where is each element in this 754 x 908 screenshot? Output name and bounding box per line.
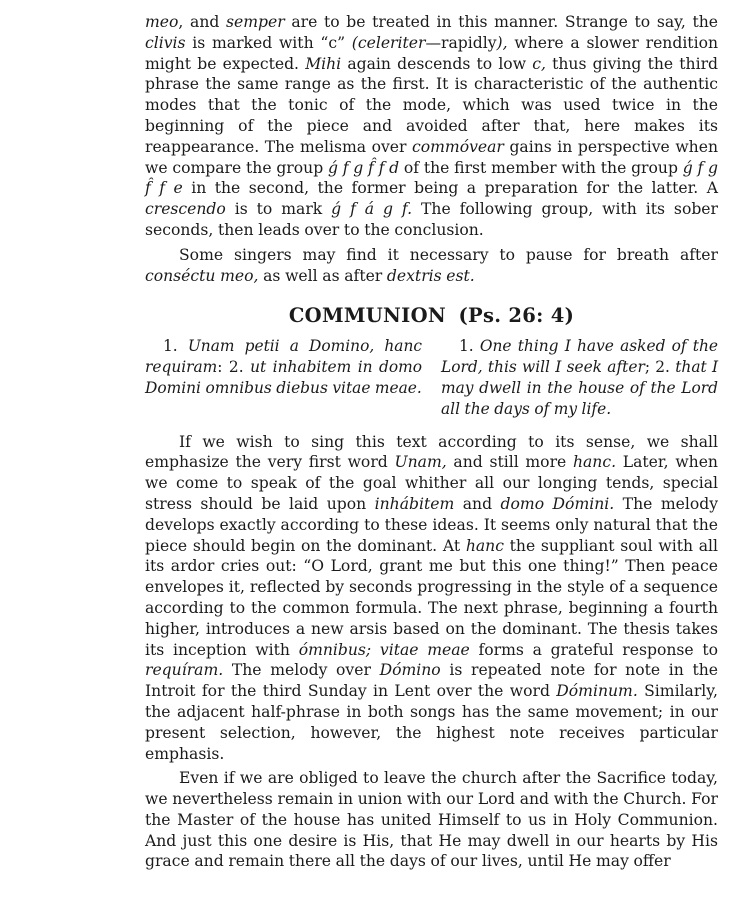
italic-text: c, [532, 54, 546, 73]
text-run: 1. [459, 337, 480, 356]
text-run: 1. [163, 337, 188, 356]
section-title: COMMUNION [288, 304, 446, 328]
text-run: the suppliant soul with all its ardor cries out: “O Lord, grant me but this one thing!” Then peace envelopes it, reflected by seconds progressing in the style of a sequence according to the common formula. The next phrase, beginning a fourth higher, introduces a new arsis based on the dominant. The thesis takes its inception with [145, 536, 719, 659]
text-run: —rapidly [425, 33, 497, 52]
text-run: The melody over [223, 661, 380, 680]
english-text [441, 336, 718, 419]
text-run: in the second, the former being a preparation for the latter. A [182, 179, 718, 198]
text-run: is repeated note for note in the Introit for the third Sunday in Lent over the word [145, 661, 718, 701]
text-run: where a slower rendition might be expected. [145, 33, 718, 73]
italic-text: requíram. [145, 661, 224, 680]
text-run: gains in perspective when we compare the group [145, 137, 718, 177]
text-run: of the first member with the group [399, 158, 683, 177]
text-run: are to be treated in this manner. Strange to say, the [284, 13, 719, 31]
text-run: and still more [446, 453, 573, 472]
text-run: Later, when we come to speak of the goal whither all our longing tends, special stress should be laid upon [145, 453, 718, 513]
italic-text: ómnibus; [298, 640, 372, 659]
italic-text: domo Dómini. [500, 494, 615, 513]
text-run [371, 641, 380, 659]
italic-text: semper [226, 13, 285, 31]
italic-text: ǵ f g f̂ f d [327, 158, 400, 177]
italic-text: Unam, [394, 453, 447, 472]
closing-paragraph [145, 768, 718, 872]
italic-text: Unam petii a Domino, hanc requiram [145, 337, 422, 377]
italic-text: (celeriter [351, 33, 426, 52]
italic-text: dextris est. [386, 266, 475, 285]
text-run: The melody develops exactly according to these ideas. It seems only natural that the piece should begin on the dominant. At [145, 494, 719, 555]
italic-text: ǵ f á g f. [331, 200, 413, 219]
italic-text: conséctu meo, [145, 266, 259, 285]
sense-paragraph [145, 432, 718, 765]
italic-text: Dómino [379, 661, 441, 680]
psalm-reference: (Ps. 26: 4) [458, 304, 575, 328]
intro-paragraph [145, 12, 718, 241]
breath-paragraph [145, 245, 718, 287]
italic-text: One thing I have asked of the Lord, this will I seek after [441, 337, 718, 377]
italic-text: ǵ f g f̂ f e [145, 158, 718, 198]
text-run: forms a grateful response to [469, 640, 718, 659]
italic-text: meo [145, 13, 179, 31]
italic-text: commóvear [412, 137, 504, 156]
text-run: Even if we are obliged to leave the church after the Sacrifice today, we nevertheless remain in union with our Lord and with the Church. For the Master of the house has united Himself to us in Holy Communion. And just this one desire is His, that He may dwell in our hearts by His grace and remain there all the days of our lives, until He may offer [145, 769, 718, 871]
italic-text: ut inhabitem in domo Domini omnibus diebus vitae meae. [145, 358, 422, 397]
italic-text: crescendo [145, 200, 226, 219]
italic-text: that I may dwell in the house of the Lord all the days of my life. [441, 358, 719, 418]
text-run: is to mark [225, 200, 332, 219]
parallel-text-columns [145, 336, 718, 419]
italic-text: clivis [145, 33, 186, 52]
text-run: If we wish to sing this text according to its sense, we shall emphasize the very first word [145, 432, 718, 472]
text-run: as well as after [258, 266, 387, 285]
text-run: The following group, with its sober seconds, then leads over to the conclusion. [145, 200, 718, 239]
italic-text: inhábitem [374, 494, 455, 513]
section-heading [145, 304, 718, 328]
italic-text: hanc. [572, 453, 617, 472]
text-run: again descends to low [341, 54, 533, 73]
text-run: , and [178, 13, 226, 31]
text-run: ; 2. [644, 358, 676, 377]
text-run: is marked with “c” [185, 33, 352, 52]
italic-text: Mihi [305, 54, 342, 73]
text-run: : 2. [217, 358, 251, 377]
text-run: and [454, 494, 501, 513]
text-run: Some singers may find it necessary to pause for breath after [179, 245, 718, 264]
italic-text: Dóminum. [556, 682, 638, 701]
latin-text [145, 336, 422, 419]
book-page [145, 12, 718, 872]
text-run: thus giving the third phrase the same range as the first. It is characteristic of the authentic modes that the tonic of the mode, which was used twice in the beginning of the piece and avoided after that, here makes its reappearance. The melisma over [145, 54, 719, 156]
text-run: Similarly, the adjacent half-phrase in both songs has the same movement; in our present selection, however, the highest note receives particular emphasis. [145, 682, 718, 763]
italic-text: ), [496, 33, 508, 52]
italic-text: hanc [465, 536, 504, 555]
italic-text: vitae meae [379, 640, 470, 659]
